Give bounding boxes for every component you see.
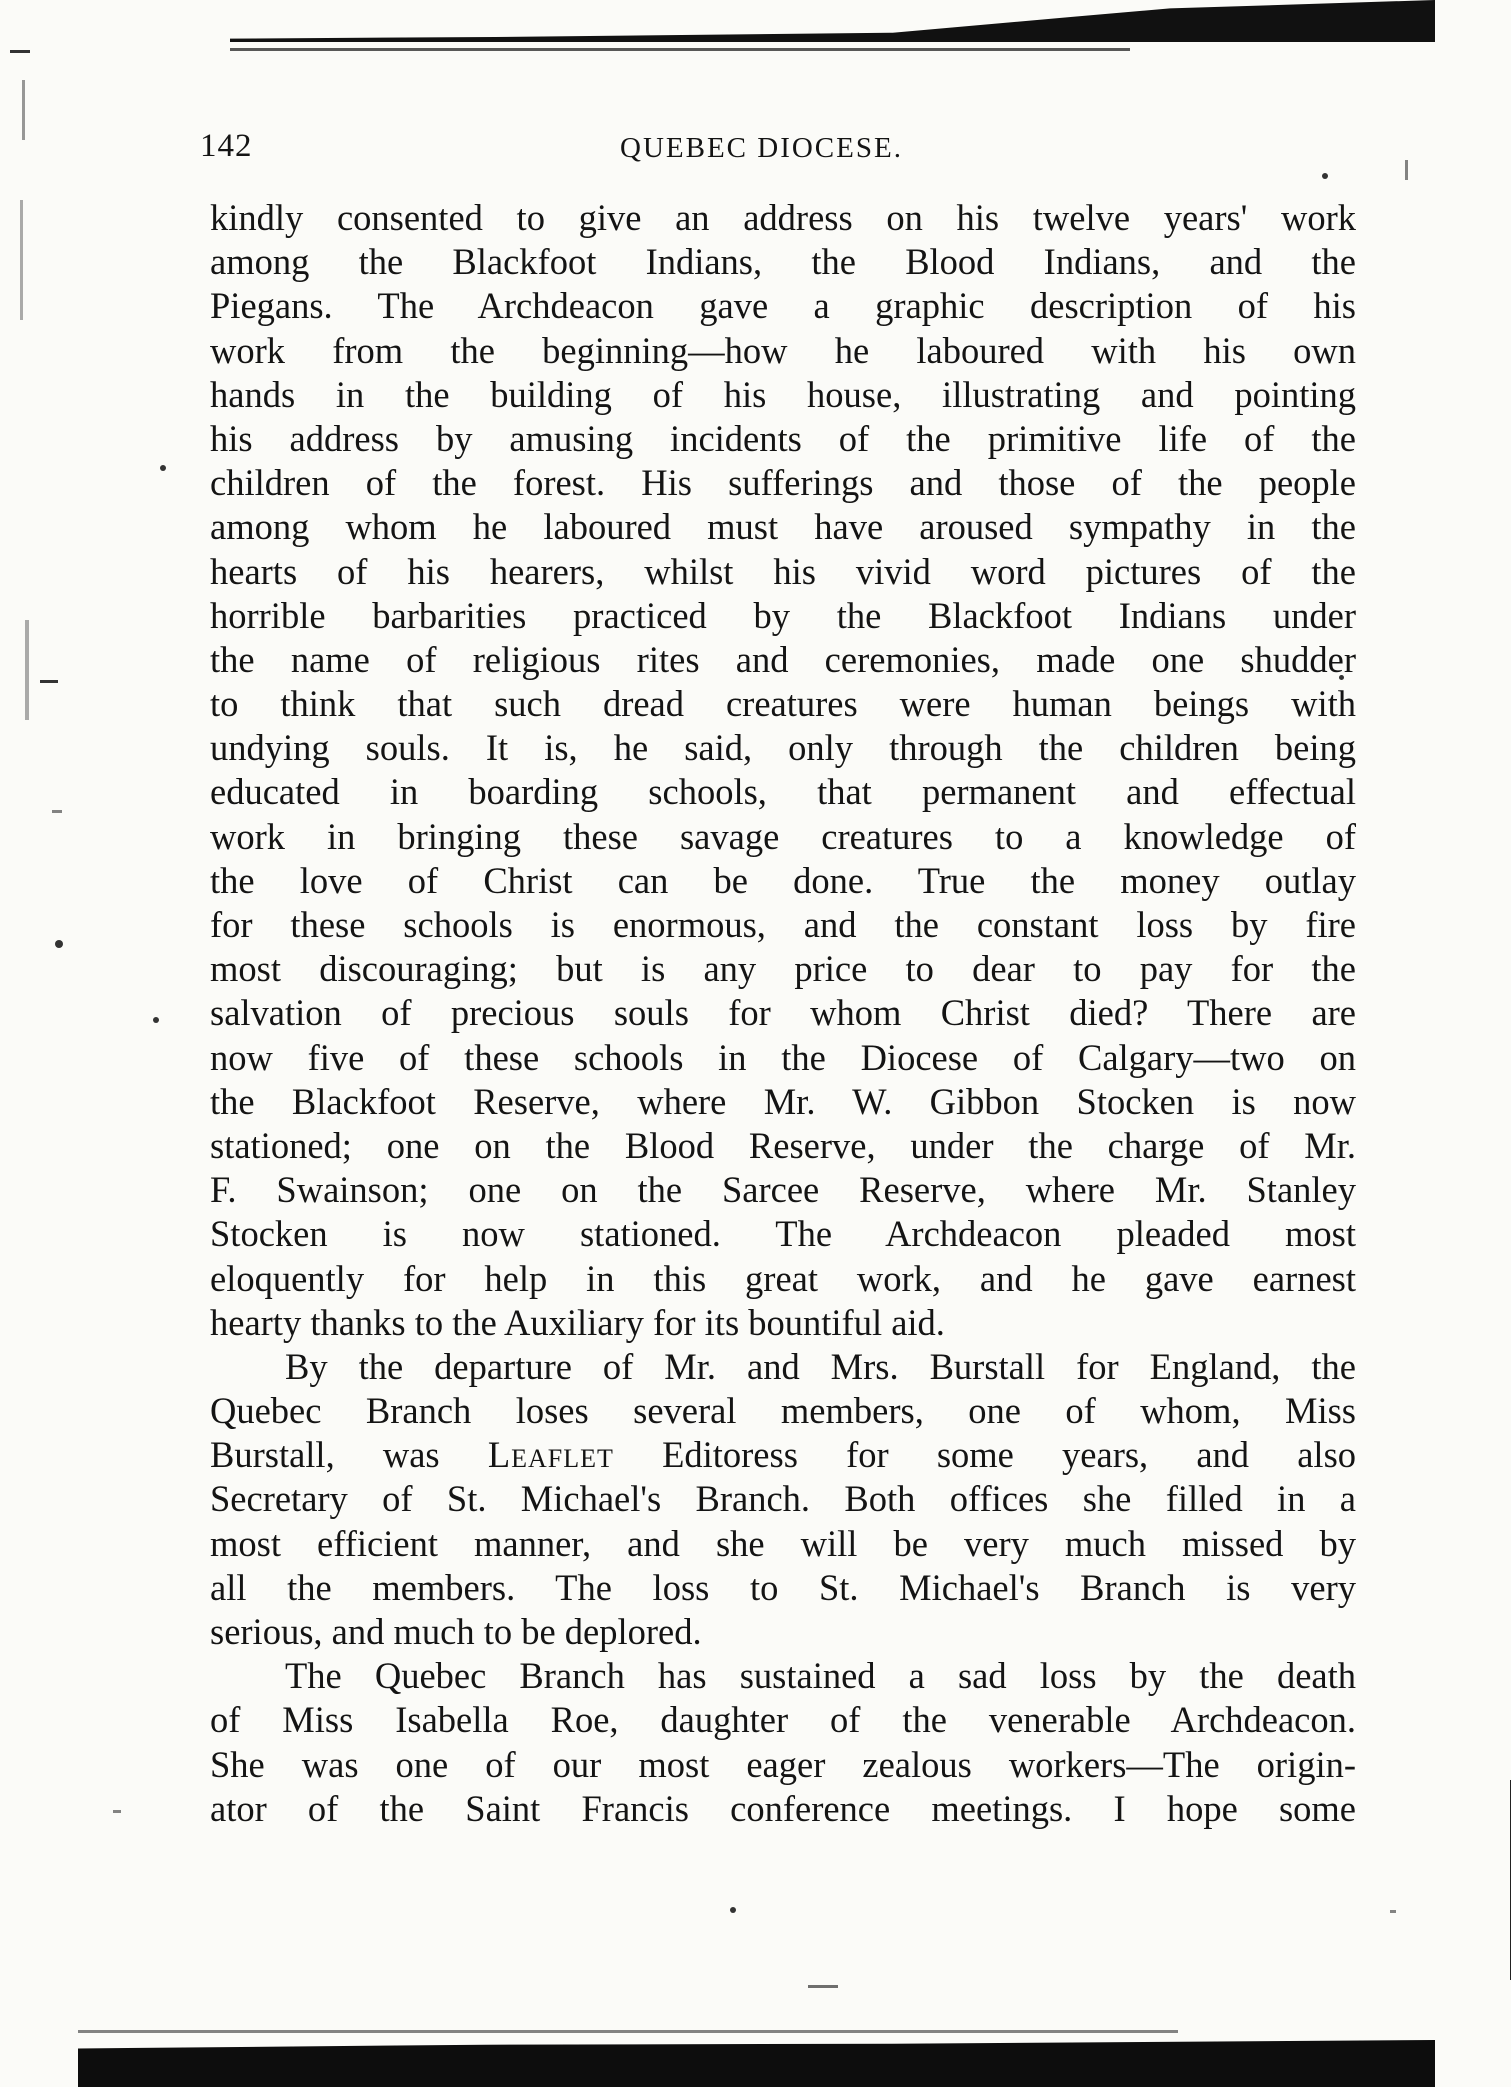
page-header [200, 128, 1350, 172]
scan-speck [20, 200, 23, 320]
text-line: She was one of our most eager zealous workers—The origin- [210, 1743, 1356, 1785]
page-number: 142 [200, 128, 253, 164]
text-line: ator of the Saint Francis conference meetings. I hope some [210, 1787, 1356, 1829]
text-line [210, 1433, 1356, 1477]
bottom-scan-border [78, 2040, 1435, 2087]
text-line: Secretary of St. Michael's Branch. Both offices she filled in a [210, 1478, 1356, 1520]
text-fragment: Burstall, was [210, 1434, 440, 1476]
scan-speck [1405, 160, 1408, 180]
text-line: serious, and much to be deplored. [210, 1611, 702, 1652]
scan-speck [1322, 173, 1328, 179]
text-line: his address by amusing incidents of the primitive life of the [210, 417, 1356, 459]
text-line: Stocken is now stationed. The Archdeacon pleaded most [210, 1213, 1356, 1255]
scan-speck [160, 465, 166, 471]
text-line: By the departure of Mr. and Mrs. Burstall for England, the [285, 1345, 1356, 1387]
text-line: Quebec Branch loses several members, one of whom, Miss [210, 1390, 1356, 1432]
text-line: hands in the building of his house, illustrating and pointing [210, 373, 1356, 415]
scan-speck [808, 1985, 838, 1988]
text-line: most discouraging; but is any price to dear to pay for the [210, 948, 1356, 990]
text-line: educated in boarding schools, that permanent and effectual [210, 771, 1356, 813]
text-line: Piegans. The Archdeacon gave a graphic description of his [210, 285, 1356, 327]
text-line: children of the forest. His sufferings and those of the people [210, 462, 1356, 504]
text-line: salvation of precious souls for whom Christ died? There are [210, 992, 1356, 1034]
scan-speck [40, 680, 58, 683]
text-fragment: Editoress for some years, and also [662, 1434, 1356, 1476]
text-line: stationed; one on the Blood Reserve, under the charge of Mr. [210, 1124, 1356, 1166]
text-line: horrible barbarities practiced by the Blackfoot Indians under [210, 594, 1356, 636]
scan-speck [10, 50, 30, 53]
top-thin-rule [230, 48, 1130, 51]
paragraph [210, 1654, 1356, 1831]
text-line: kindly consented to give an address on his twelve years' work [210, 197, 1356, 238]
text-line: F. Swainson; one on the Sarcee Reserve, where Mr. Stanley [210, 1169, 1356, 1211]
text-line: work from the beginning—how he laboured with his own [210, 329, 1356, 371]
text-line: The Quebec Branch has sustained a sad loss by the death [285, 1655, 1356, 1697]
paragraph [210, 196, 1356, 1345]
text-line: all the members. The loss to St. Michael's Branch is very [210, 1566, 1356, 1608]
text-line: among whom he laboured must have aroused sympathy in the [210, 506, 1356, 548]
text-line: the name of religious rites and ceremonies, made one shudder [210, 638, 1356, 680]
text-line: work in bringing these savage creatures to a knowledge of [210, 815, 1356, 857]
text-line: among the Blackfoot Indians, the Blood Indians, and the [210, 241, 1356, 283]
text-line: hearts of his hearers, whilst his vivid word pictures of the [210, 550, 1356, 592]
scan-speck [1390, 1910, 1396, 1913]
text-line: for these schools is enormous, and the constant loss by fire [210, 904, 1356, 945]
text-line: now five of these schools in the Diocese of Calgary—two on [210, 1036, 1356, 1078]
text-line: hearty thanks to the Auxiliary for its bountiful aid. [210, 1301, 945, 1343]
scan-speck [55, 940, 63, 948]
text-line: undying souls. It is, he said, only through the children being [210, 727, 1356, 769]
scan-speck [153, 1017, 159, 1023]
scan-speck [22, 80, 25, 140]
text-line: of Miss Isabella Roe, daughter of the venerable Archdeacon. [210, 1699, 1356, 1741]
body-text [210, 196, 1356, 1831]
leaflet-small-caps: Leaflet [487, 1434, 614, 1476]
text-line: the Blackfoot Reserve, where Mr. W. Gibbon Stocken is now [210, 1080, 1356, 1122]
text-line: the love of Christ can be done. True the money outlay [210, 859, 1356, 901]
paragraph [210, 1345, 1356, 1654]
running-head: QUEBEC DIOCESE. [620, 132, 903, 164]
scan-speck [52, 810, 62, 813]
top-scan-border [230, 0, 1435, 42]
bottom-thin-rule [78, 2030, 1178, 2033]
text-line: eloquently for help in this great work, and he gave earnest [210, 1257, 1356, 1299]
scan-speck [113, 1810, 121, 1813]
text-line: most efficient manner, and she will be very much missed by [210, 1522, 1356, 1564]
text-line: to think that such dread creatures were human beings with [210, 683, 1356, 725]
scan-speck [730, 1907, 736, 1913]
scan-speck [25, 620, 29, 720]
